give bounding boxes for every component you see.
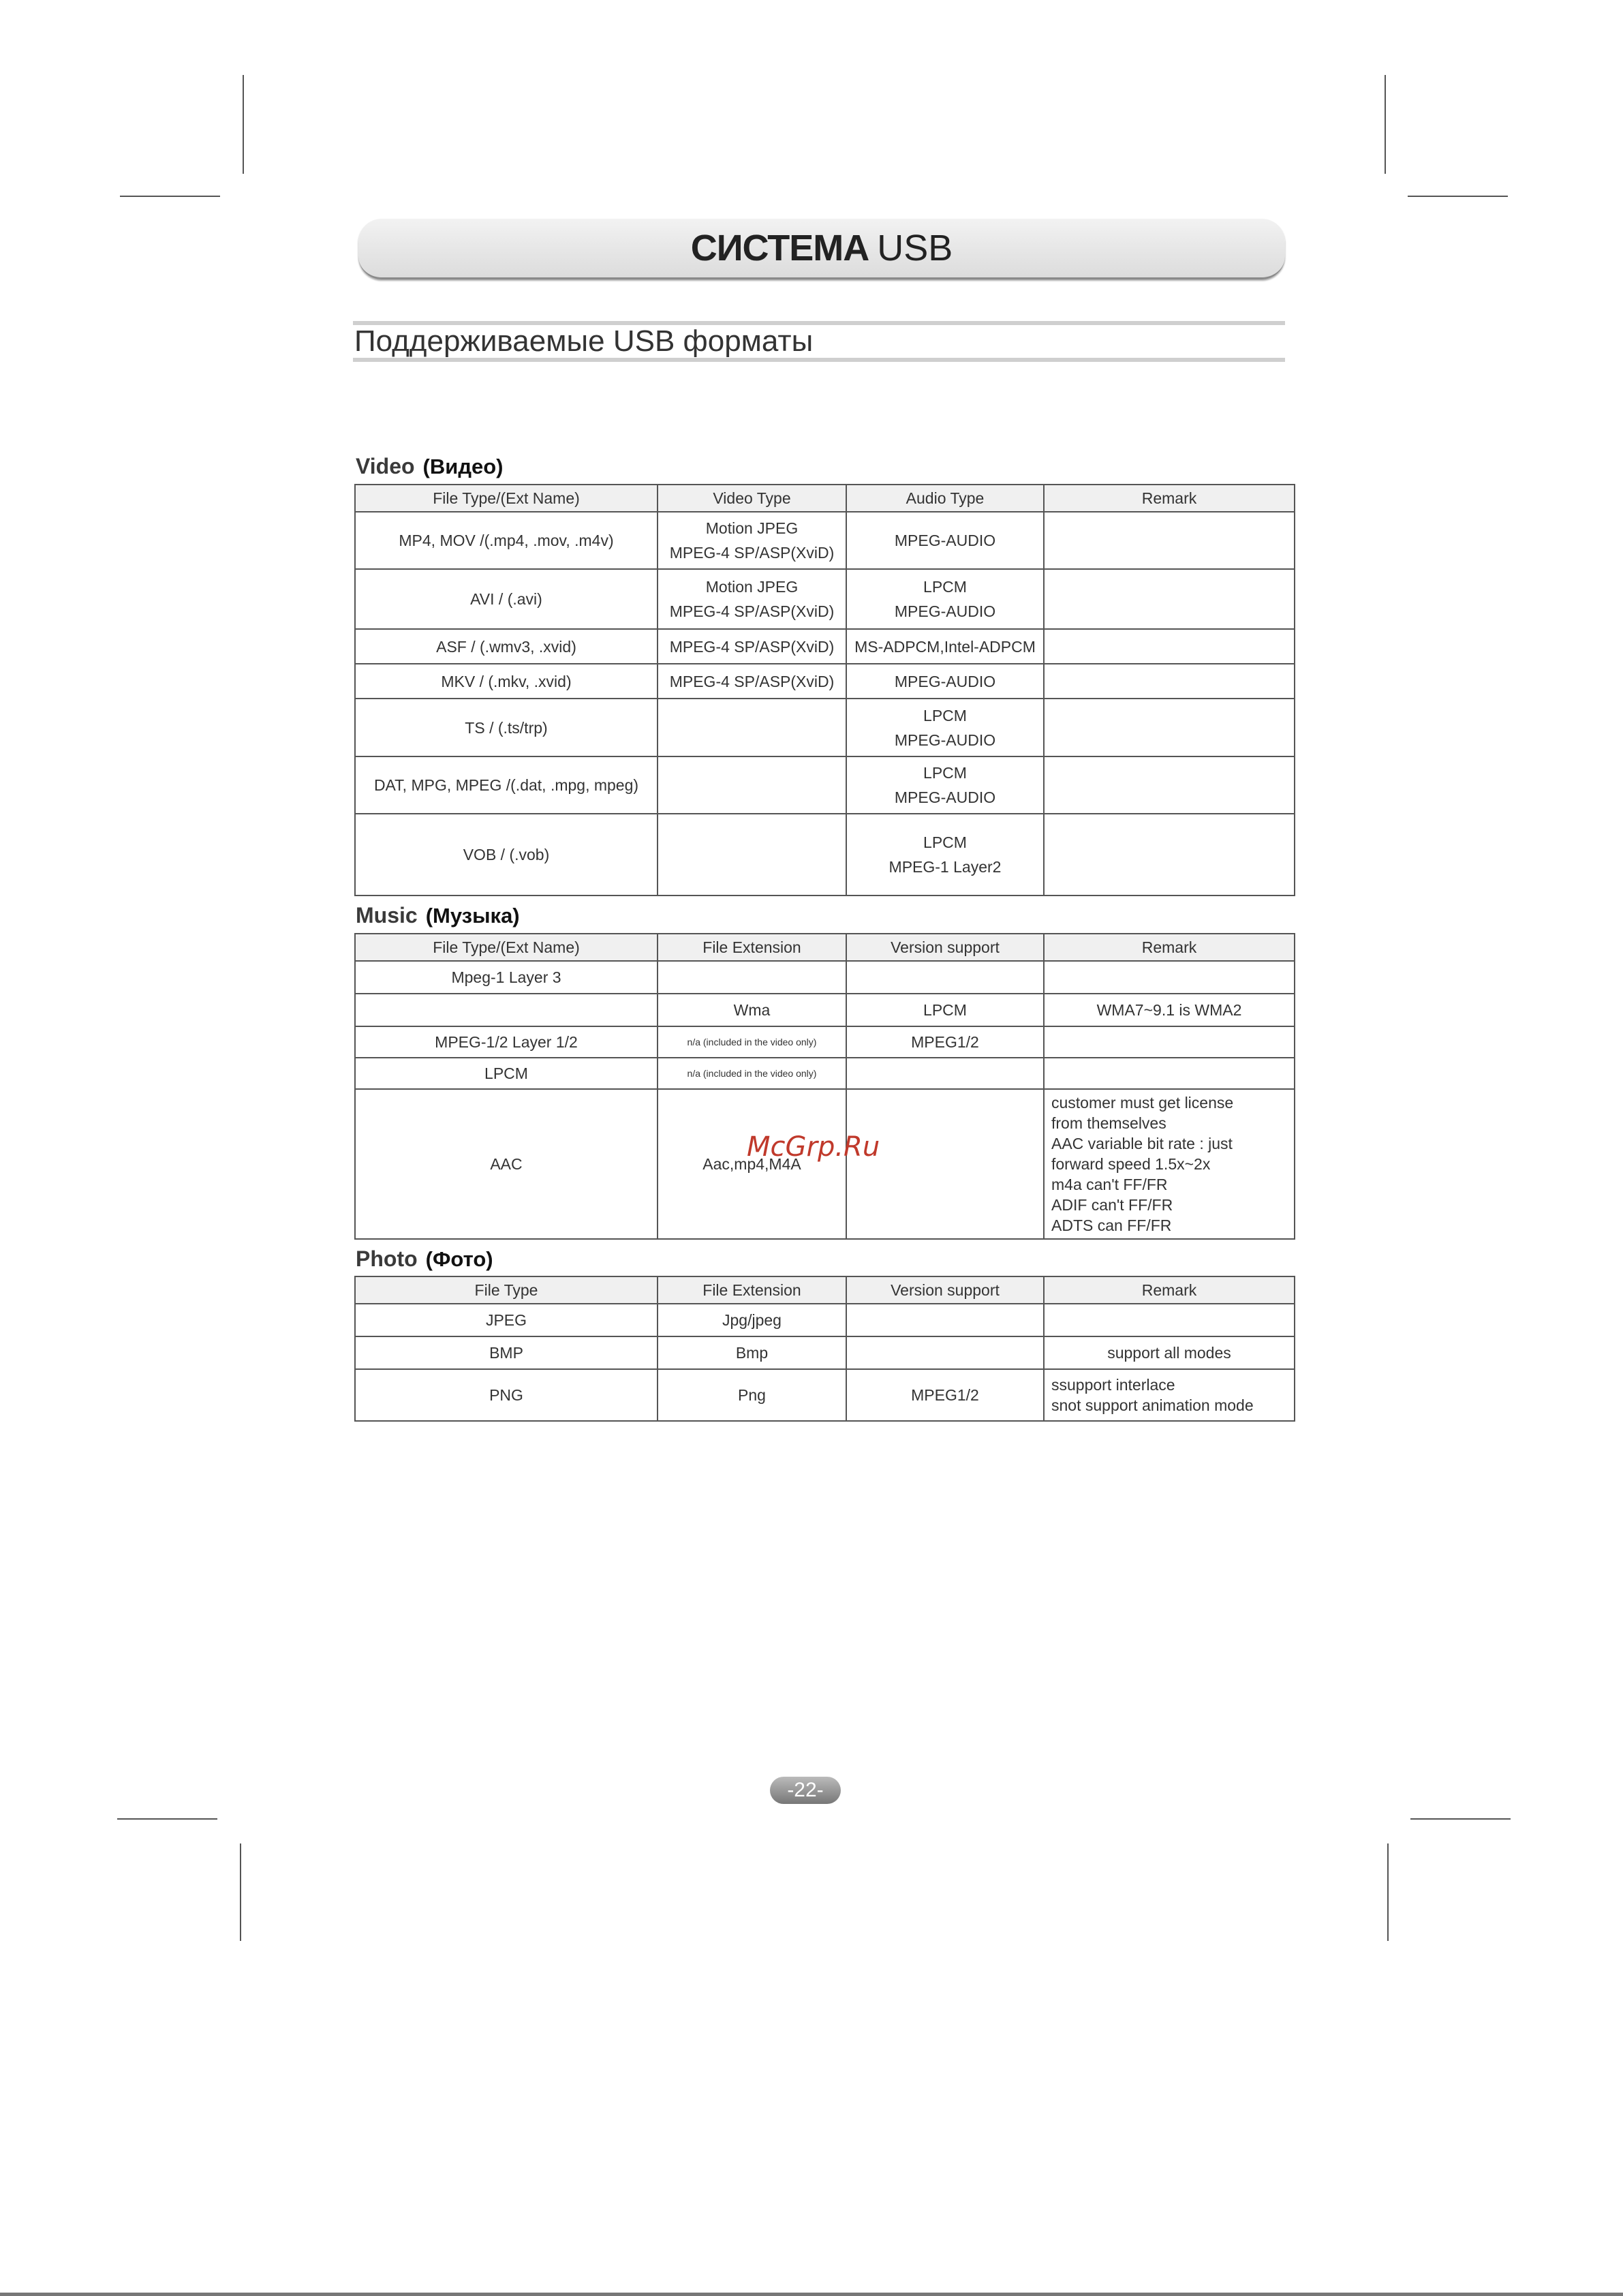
subtitle-text: Поддерживаемые USB форматы	[354, 324, 814, 358]
table-row	[355, 629, 1295, 664]
column-header: Version support	[846, 934, 1044, 961]
table-cell: Png	[658, 1369, 846, 1421]
page-title-rest: USB	[877, 228, 953, 269]
table-cell: MPEG-1/2 Layer 1/2	[355, 1026, 658, 1058]
table-cell	[1044, 961, 1295, 994]
table-cell: MPEG-4 SP/ASP(XviD)	[658, 664, 846, 699]
video-section-label	[356, 454, 504, 479]
table-cell: MPEG-AUDIO	[846, 664, 1044, 699]
table-cell	[1044, 814, 1295, 896]
table-row	[355, 699, 1295, 756]
table-cell	[1044, 664, 1295, 699]
table-cell: ASF / (.wmv3, .xvid)	[355, 629, 658, 664]
photo-label-ru: (Фото)	[425, 1247, 493, 1271]
table-cell: DAT, MPG, MPEG /(.dat, .mpg, mpeg)	[355, 756, 658, 814]
page-title-bold: СИСТЕМА	[690, 228, 869, 269]
table-cell: ssupport interlace snot support animation mode	[1044, 1369, 1295, 1421]
photo-section-label	[356, 1246, 493, 1272]
table-cell: n/a (included in the video only)	[658, 1058, 846, 1089]
table-cell	[846, 1304, 1044, 1336]
column-header: Video Type	[658, 485, 846, 512]
table-cell	[658, 756, 846, 814]
music-section-label	[356, 903, 520, 928]
video-formats-table	[354, 484, 1295, 896]
music-label-en: Music	[356, 903, 418, 928]
table-row	[355, 1058, 1295, 1089]
table-cell: customer must get license from themselves AAC variable bit rate : just forward speed 1.5x~2x m4a can't FF/FR ADIF can't FF/FR ADTS can FF/FR	[1044, 1089, 1295, 1239]
table-cell: BMP	[355, 1336, 658, 1369]
watermark: McGrp.Ru	[747, 1131, 880, 1163]
table-cell: Motion JPEG MPEG-4 SP/ASP(XviD)	[658, 569, 846, 629]
table-row	[355, 814, 1295, 896]
table-header-row	[355, 1276, 1295, 1304]
table-cell: JPEG	[355, 1304, 658, 1336]
column-header: File Type/(Ext Name)	[355, 485, 658, 512]
table-row	[355, 569, 1295, 629]
crop-mark	[1410, 1818, 1511, 1820]
table-cell	[658, 961, 846, 994]
table-cell	[1044, 1304, 1295, 1336]
section-subtitle	[353, 321, 1285, 362]
photo-label-en: Photo	[356, 1246, 418, 1271]
table-cell: MPEG-AUDIO	[846, 512, 1044, 569]
table-cell	[658, 814, 846, 896]
table-row	[355, 1336, 1295, 1369]
music-formats-table	[354, 933, 1295, 1240]
table-cell: AAC	[355, 1089, 658, 1239]
music-label-ru: (Музыка)	[425, 904, 520, 928]
table-row	[355, 961, 1295, 994]
table-row	[355, 756, 1295, 814]
video-label-en: Video	[356, 454, 415, 478]
column-header: File Extension	[658, 1276, 846, 1304]
table-cell: Motion JPEG MPEG-4 SP/ASP(XviD)	[658, 512, 846, 569]
column-header: Remark	[1044, 485, 1295, 512]
crop-mark	[1387, 1843, 1389, 1941]
table-cell	[1044, 699, 1295, 756]
photo-formats-table	[354, 1276, 1295, 1422]
table-cell	[846, 961, 1044, 994]
video-label-ru: (Видео)	[422, 455, 504, 478]
table-row	[355, 1089, 1295, 1239]
table-cell	[355, 994, 658, 1026]
table-cell	[1044, 569, 1295, 629]
table-row	[355, 1026, 1295, 1058]
table-cell: PNG	[355, 1369, 658, 1421]
crop-mark	[243, 75, 244, 174]
table-cell: LPCM MPEG-1 Layer2	[846, 814, 1044, 896]
column-header: File Type/(Ext Name)	[355, 934, 658, 961]
table-cell: MKV / (.mkv, .xvid)	[355, 664, 658, 699]
table-cell	[1044, 1026, 1295, 1058]
bottom-border	[0, 2293, 1623, 2296]
table-cell	[1044, 512, 1295, 569]
table-header-row	[355, 485, 1295, 512]
column-header: File Extension	[658, 934, 846, 961]
table-row	[355, 994, 1295, 1026]
column-header: Remark	[1044, 1276, 1295, 1304]
table-cell: LPCM	[846, 994, 1044, 1026]
table-row	[355, 664, 1295, 699]
table-cell: Wma	[658, 994, 846, 1026]
table-cell: LPCM	[355, 1058, 658, 1089]
table-cell	[1044, 756, 1295, 814]
table-cell	[1044, 1058, 1295, 1089]
crop-mark	[1385, 75, 1386, 174]
page-title	[358, 219, 1285, 279]
table-header-row	[355, 934, 1295, 961]
table-cell	[658, 699, 846, 756]
table-row	[355, 1304, 1295, 1336]
table-cell: support all modes	[1044, 1336, 1295, 1369]
column-header: Version support	[846, 1276, 1044, 1304]
table-cell	[846, 1089, 1044, 1239]
table-cell: MP4, MOV /(.mp4, .mov, .m4v)	[355, 512, 658, 569]
column-header: File Type	[355, 1276, 658, 1304]
column-header: Audio Type	[846, 485, 1044, 512]
table-cell: LPCM MPEG-AUDIO	[846, 756, 1044, 814]
table-cell: Mpeg-1 Layer 3	[355, 961, 658, 994]
column-header: Remark	[1044, 934, 1295, 961]
table-cell: AVI / (.avi)	[355, 569, 658, 629]
table-cell: MPEG1/2	[846, 1369, 1044, 1421]
table-cell: WMA7~9.1 is WMA2	[1044, 994, 1295, 1026]
table-cell: Aac,mp4,M4A	[658, 1089, 846, 1239]
table-cell: Bmp	[658, 1336, 846, 1369]
table-cell	[846, 1336, 1044, 1369]
table-cell: MPEG-4 SP/ASP(XviD)	[658, 629, 846, 664]
crop-mark	[117, 1818, 217, 1820]
table-cell: VOB / (.vob)	[355, 814, 658, 896]
table-cell	[846, 1058, 1044, 1089]
crop-mark	[240, 1843, 241, 1941]
table-cell: MS-ADPCM,Intel-ADPCM	[846, 629, 1044, 664]
page-number	[770, 1777, 841, 1804]
table-cell: LPCM MPEG-AUDIO	[846, 569, 1044, 629]
table-cell: Jpg/jpeg	[658, 1304, 846, 1336]
table-cell: MPEG1/2	[846, 1026, 1044, 1058]
page-number-text: -22-	[787, 1779, 824, 1801]
table-row	[355, 512, 1295, 569]
table-row	[355, 1369, 1295, 1421]
table-cell: n/a (included in the video only)	[658, 1026, 846, 1058]
crop-mark	[1408, 196, 1508, 197]
table-cell: LPCM MPEG-AUDIO	[846, 699, 1044, 756]
table-cell	[1044, 629, 1295, 664]
table-cell: TS / (.ts/trp)	[355, 699, 658, 756]
crop-mark	[120, 196, 220, 197]
